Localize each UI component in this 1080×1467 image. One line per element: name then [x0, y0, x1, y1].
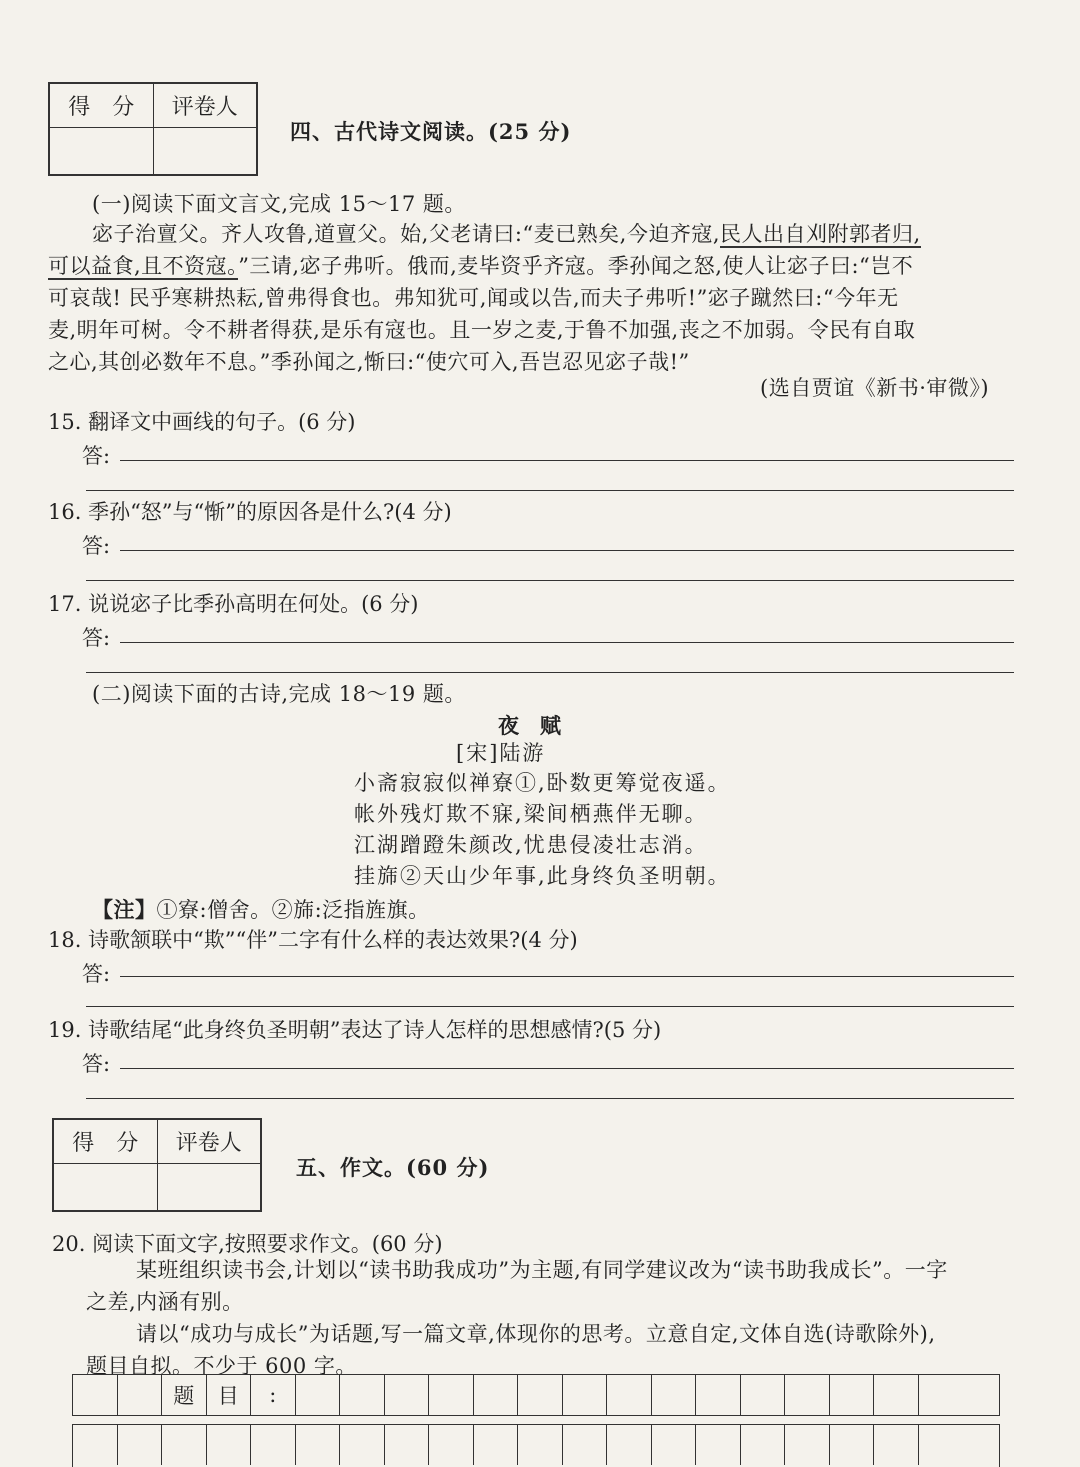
essay-para-1a: 某班组织读书会,计划以“读书助我成功”为主题,有同学建议改为“读书助我成长”。一字: [136, 1258, 948, 1282]
grid-cell[interactable]: [741, 1425, 786, 1465]
answer-line-18a[interactable]: [120, 976, 1014, 977]
grid-cell[interactable]: [118, 1425, 163, 1465]
answer-label-17: 答:: [82, 626, 111, 650]
passage-line-1: 宓子治亶父。齐人攻鲁,道亶父。始,父老请曰:“麦已熟矣,今迫齐寇,民人出自刈附郭者归,: [92, 222, 921, 246]
grid-cell[interactable]: [919, 1425, 964, 1465]
grid-cell[interactable]: [874, 1375, 919, 1415]
answer-line-19b[interactable]: [86, 1098, 1014, 1099]
grid-cell[interactable]: [652, 1375, 697, 1415]
grid-cell[interactable]: [296, 1425, 341, 1465]
underlined-sentence-1: 民人出自刈附郭者归,: [720, 222, 921, 246]
question-15: 15. 翻译文中画线的句子。(6 分): [48, 410, 356, 434]
passage-line-4: 麦,明年可树。令不耕者得获,是乐有寇也。且一岁之麦,于鲁不加强,丧之不加弱。令民有自取: [48, 318, 916, 342]
answer-line-15b[interactable]: [86, 490, 1014, 491]
score-table-section5: [52, 1118, 262, 1212]
grid-cell[interactable]: [919, 1375, 964, 1415]
grid-cell[interactable]: [607, 1425, 652, 1465]
grid-cell[interactable]: [207, 1425, 252, 1465]
answer-label-15: 答:: [82, 444, 111, 468]
grid-cell[interactable]: [785, 1425, 830, 1465]
poem-line-2: 帐外残灯欺不寐,梁间栖燕伴无聊。: [354, 802, 708, 826]
score-cell[interactable]: [49, 127, 153, 175]
grid-cell[interactable]: [340, 1375, 385, 1415]
poem-line-4: 挂旆②天山少年事,此身终负圣明朝。: [354, 864, 731, 888]
grid-cell[interactable]: [741, 1375, 786, 1415]
grid-cell[interactable]: [518, 1375, 563, 1415]
grid-cell[interactable]: [830, 1375, 875, 1415]
grid-cell[interactable]: [340, 1425, 385, 1465]
grid-cell[interactable]: [607, 1375, 652, 1415]
answer-line-15a[interactable]: [120, 460, 1014, 461]
question-17: 17. 说说宓子比季孙高明在何处。(6 分): [48, 592, 419, 616]
answer-line-19a[interactable]: [120, 1068, 1014, 1069]
question-20: 20. 阅读下面文字,按照要求作文。(60 分): [52, 1232, 443, 1256]
grid-cell[interactable]: [118, 1375, 163, 1415]
grid-cell[interactable]: [785, 1375, 830, 1415]
passage-line-3: 可哀哉! 民乎寒耕热耘,曾弗得食也。弗知犹可,闻或以告,而夫子弗听!”宓子蹴然曰:“今年无: [48, 286, 899, 310]
passage-line-2: 可以益食,且不资寇。”三请,宓子弗听。俄而,麦毕资乎齐寇。季孙闻之怒,使人让宓子曰:“岂不: [48, 254, 914, 278]
poem-line-1: 小斋寂寂似禅寮①,卧数更筹觉夜遥。: [354, 771, 731, 795]
grid-cell[interactable]: [429, 1375, 474, 1415]
poem-line-3: 江湖蹭蹬朱颜改,忧患侵凌壮志消。: [354, 833, 708, 857]
answer-label-18: 答:: [82, 962, 111, 986]
grader-label: 评卷人: [157, 1119, 261, 1163]
grid-cell[interactable]: [385, 1425, 430, 1465]
grid-cell[interactable]: [429, 1425, 474, 1465]
grid-cell[interactable]: [696, 1375, 741, 1415]
poem-title: 夜 赋: [498, 713, 561, 738]
passage-source: (选自贾谊《新书·审微》): [760, 376, 990, 400]
essay-title-grid[interactable]: [72, 1374, 1000, 1416]
grid-cell[interactable]: 题: [162, 1375, 207, 1415]
grid-cell[interactable]: [162, 1425, 207, 1465]
grid-cell[interactable]: [696, 1425, 741, 1465]
question-19: 19. 诗歌结尾“此身终负圣明朝”表达了诗人怎样的思想感情?(5 分): [48, 1018, 662, 1042]
grader-label: 评卷人: [153, 83, 257, 127]
essay-para-2b: 题目自拟。不少于 600 字。: [86, 1354, 357, 1378]
question-18: 18. 诗歌颔联中“欺”“伴”二字有什么样的表达效果?(4 分): [48, 928, 578, 952]
grid-cell[interactable]: [385, 1375, 430, 1415]
section4-title: 四、古代诗文阅读。(25 分): [290, 119, 572, 144]
grid-cell[interactable]: [296, 1375, 341, 1415]
score-table-section4: [48, 82, 258, 176]
score-label: 得 分: [53, 1119, 157, 1163]
grid-cell[interactable]: [652, 1425, 697, 1465]
poem-author: [宋]陆游: [456, 741, 546, 765]
grid-cell[interactable]: [474, 1375, 519, 1415]
grader-cell[interactable]: [153, 127, 257, 175]
essay-para-1b: 之差,内涵有别。: [86, 1290, 244, 1314]
answer-line-16b[interactable]: [86, 580, 1014, 581]
grid-cell[interactable]: [563, 1375, 608, 1415]
grid-cell[interactable]: [251, 1425, 296, 1465]
grid-cell[interactable]: [518, 1425, 563, 1465]
grid-cell[interactable]: [563, 1425, 608, 1465]
grid-cell[interactable]: [73, 1425, 118, 1465]
question-16: 16. 季孙“怒”与“惭”的原因各是什么?(4 分): [48, 500, 452, 524]
answer-label-19: 答:: [82, 1052, 111, 1076]
essay-para-2a: 请以“成功与成长”为话题,写一篇文章,体现你的思考。立意自定,文体自选(诗歌除外),: [136, 1322, 936, 1346]
part1-intro: (一)阅读下面文言文,完成 15～17 题。: [92, 192, 466, 216]
poem-note: 【注】①寮:僧舍。②旆:泛指旌旗。: [92, 897, 430, 922]
passage-line-5: 之心,其创必数年不息。”季孙闻之,惭曰:“使穴可入,吾岂忍见宓子哉!”: [48, 350, 690, 374]
grid-cell[interactable]: :: [251, 1375, 296, 1415]
answer-line-17a[interactable]: [120, 642, 1014, 643]
answer-label-16: 答:: [82, 534, 111, 558]
answer-line-17b[interactable]: [86, 672, 1014, 673]
essay-body-grid[interactable]: [72, 1424, 1000, 1467]
part2-intro: (二)阅读下面的古诗,完成 18～19 题。: [92, 682, 466, 706]
score-label: 得 分: [49, 83, 153, 127]
answer-line-18b[interactable]: [86, 1006, 1014, 1007]
grid-cell[interactable]: [830, 1425, 875, 1465]
grid-cell[interactable]: [874, 1425, 919, 1465]
score-cell[interactable]: [53, 1163, 157, 1211]
section5-title: 五、作文。(60 分): [296, 1155, 490, 1180]
grader-cell[interactable]: [157, 1163, 261, 1211]
answer-line-16a[interactable]: [120, 550, 1014, 551]
grid-cell[interactable]: 目: [207, 1375, 252, 1415]
grid-cell[interactable]: [73, 1375, 118, 1415]
grid-cell[interactable]: [474, 1425, 519, 1465]
underlined-sentence-2: 可以益食,且不资寇。: [48, 254, 239, 278]
